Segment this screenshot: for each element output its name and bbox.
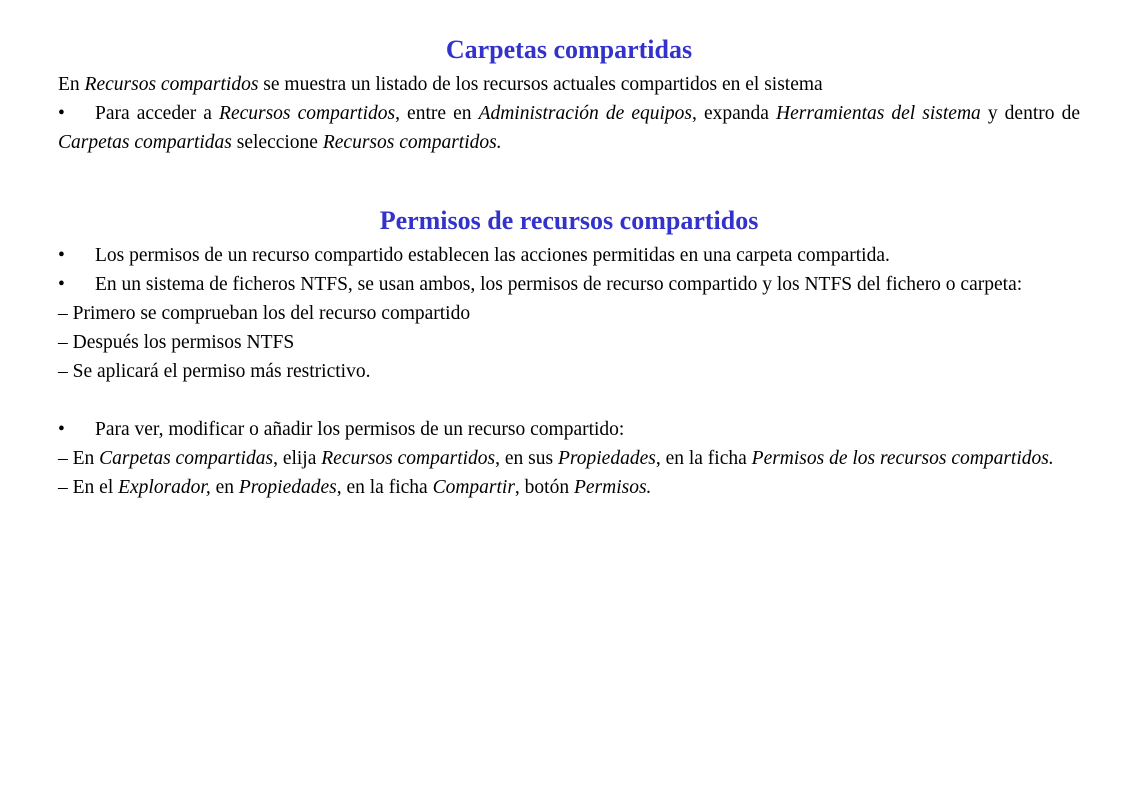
italic-term: Propiedades xyxy=(557,448,656,469)
bullet-permisos-definicion xyxy=(58,241,1080,270)
text-run: Para acceder a xyxy=(95,103,220,124)
bullet-mark: • xyxy=(58,274,65,295)
bullet-text: En un sistema de ficheros NTFS, se usan ambos, los permisos de recurso compartido y los NTFS del fichero o carpeta: xyxy=(95,274,1023,295)
dash-item-explorador xyxy=(58,473,1080,502)
italic-term: Permisos de los recursos compartidos. xyxy=(751,448,1054,469)
text-run: – En el xyxy=(58,477,119,498)
bullet-ver-modificar xyxy=(58,415,1080,444)
bullet-acceder-recursos xyxy=(58,99,1080,157)
text-run: en xyxy=(210,477,239,498)
italic-term: Compartir xyxy=(432,477,515,498)
text-run: , en la ficha xyxy=(336,477,433,498)
text-run: , expanda xyxy=(692,103,776,124)
intro-paragraph xyxy=(58,70,1080,99)
italic-term: Recursos compartidos. xyxy=(322,132,502,153)
text-run: , en la ficha xyxy=(655,448,752,469)
italic-term: Carpetas compartidas xyxy=(99,448,274,469)
italic-term: Administración de equipos xyxy=(478,103,693,124)
text-run: seleccione xyxy=(231,132,323,153)
text-run: , en sus xyxy=(495,448,558,469)
text-run: se muestra un listado de los recursos actuales compartidos en el sistema xyxy=(258,74,823,95)
bullet-text: Los permisos de un recurso compartido establecen las acciones permitidas en una carpeta compartida. xyxy=(95,245,890,266)
bullet-ntfs xyxy=(58,270,1080,299)
dash-item-carpetas xyxy=(58,444,1080,473)
text-run: , entre en xyxy=(395,103,479,124)
text-run: – En xyxy=(58,448,100,469)
bullet-text: Para ver, modificar o añadir los permisos de un recurso compartido: xyxy=(95,419,625,440)
dash-item-restrictivo: – Se aplicará el permiso más restrictivo. xyxy=(58,361,371,382)
italic-term: Recursos compartidos xyxy=(321,448,496,469)
italic-term: Recursos compartidos xyxy=(219,103,396,124)
italic-term: Permisos. xyxy=(573,477,652,498)
italic-term: Explorador, xyxy=(118,477,211,498)
text-run: , botón xyxy=(514,477,574,498)
italic-term: Propiedades xyxy=(238,477,337,498)
bullet-mark: • xyxy=(58,103,65,124)
section-title-permisos-recursos: Permisos de recursos compartidos xyxy=(379,206,759,235)
dash-item-primero: – Primero se comprueban los del recurso compartido xyxy=(58,303,471,324)
text-run: En xyxy=(58,74,85,95)
section-title-carpetas-compartidas: Carpetas compartidas xyxy=(445,35,693,64)
italic-term: Recursos compartidos xyxy=(84,74,259,95)
document-page xyxy=(58,34,1080,502)
italic-term: Carpetas compartidas xyxy=(58,132,232,153)
bullet-mark: • xyxy=(58,419,65,440)
bullet-mark: • xyxy=(58,245,65,266)
dash-item-despues: – Después los permisos NTFS xyxy=(58,332,295,353)
bullet-text xyxy=(58,103,1080,153)
text-run: , elija xyxy=(273,448,322,469)
text-run: y dentro de xyxy=(980,103,1080,124)
italic-term: Herramientas del sistema xyxy=(776,103,981,124)
